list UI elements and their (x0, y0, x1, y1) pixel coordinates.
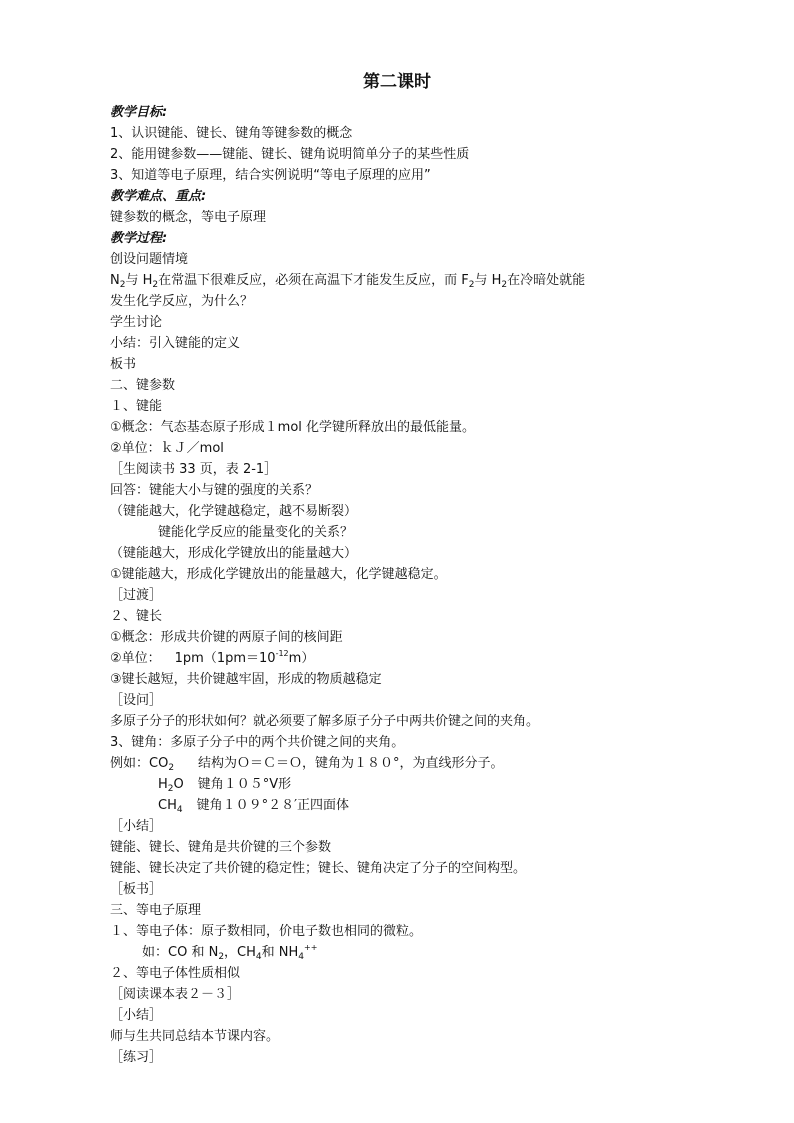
question-line: $N_2$与 $H_2$在常温下很难反应，必须在高温下才能发生反应，而 $F_2$与 $H_2$在冷暗处就能 (110, 273, 586, 290)
question-line-2: 发生化学反应，为什么？ (110, 294, 254, 309)
set-question-text: ［设问］ (110, 693, 163, 708)
unit-text: ②单位：ｋＪ／mol (110, 441, 224, 456)
section-heading: 二、键参数 (110, 378, 176, 393)
unit-text: ②单位： $1pm(1pm=10^{-12}m)$ (110, 649, 315, 666)
read-book-text: ［生阅读书 33 页，表 2-1］ (110, 462, 278, 477)
transition-text: ［过渡］ (110, 588, 163, 603)
summary-text: 键能、键长、键角是共价键的三个参数 (110, 840, 332, 855)
objective-item: 3、知道等电子原理，结合实例说明“等电子原理的应用” (110, 168, 431, 183)
process-heading: 教学过程: (110, 231, 168, 246)
multi-atom-text: 多原子分子的形状如何？就必须要了解多原子分子中两共价键之间的夹角。 (110, 714, 540, 729)
example-co2: 例如：$CO_2$ 结构为Ｏ＝Ｃ＝Ｏ，键角为１８０°，为直线形分子。 (110, 756, 504, 773)
section-heading: 三、等电子原理 (110, 903, 202, 918)
example-h2o: $H_2O$ 键角１０５°V形 (158, 777, 292, 794)
discuss-text: 学生讨论 (110, 315, 163, 330)
example-ch4: $CH_4$ 键角１０９°２８′正四面体 (158, 798, 350, 815)
summary-heading: ［小结］ (110, 1008, 163, 1023)
subsection-heading: 3、键角：多原子分子中的两个共价键之间的夹角。 (110, 735, 405, 750)
board-text: ［板书］ (110, 882, 163, 897)
answer-response: （键能越大，形成化学键放出的能量越大） (110, 546, 358, 561)
practice-text: ［练习］ (110, 1050, 163, 1065)
objectives-heading: 教学目标: (110, 105, 168, 120)
concept-text: ①概念：形成共价键的两原子间的核间距 (110, 630, 343, 645)
isoelectronic-example: 如：CO 和 $N_2$，$CH_4$和 $NH_4^{++}$ (142, 943, 318, 962)
page-title: 第二课时 (363, 72, 431, 92)
read-table-text: ［阅读课本表２－３］ (110, 987, 241, 1002)
answer-response: （键能越大，化学键越稳定，越不易断裂） (110, 504, 358, 519)
summary-text: 小结：引入键能的定义 (110, 336, 241, 351)
objective-item: 1、认识键能、键长、键角等键参数的概念 (110, 126, 353, 141)
answer-question: 键能化学反应的能量变化的关系？ (158, 525, 354, 540)
teacher-text: 师与生共同总结本节课内容。 (110, 1029, 280, 1044)
difficulty-text: 键参数的概念，等电子原理 (110, 210, 267, 225)
summary-heading: ［小结］ (110, 819, 163, 834)
isoelectronic-definition: １、等电子体：原子数相同，价电子数也相同的微粒。 (110, 924, 423, 939)
bond-length-text: ③键长越短，共价键越牢固，形成的物质越稳定 (110, 672, 382, 687)
answer-question: 回答：键能大小与键的强度的关系？ (110, 483, 319, 498)
isoelectronic-property: ２、等电子体性质相似 (110, 966, 241, 981)
scene-text: 创设问题情境 (110, 252, 189, 267)
concept-text: ①概念：气态基态原子形成１mol 化学键所释放出的最低能量。 (110, 420, 476, 435)
board-text: 板书 (110, 357, 137, 372)
objective-item: 2、能用键参数——键能、键长、键角说明简单分子的某些性质 (110, 147, 470, 162)
conclusion-text: ①键能越大，形成化学键放出的能量越大，化学键越稳定。 (110, 567, 447, 582)
difficulty-heading: 教学难点、重点: (110, 189, 207, 204)
subsection-heading: ２、键长 (110, 609, 163, 624)
summary-text: 键能、键长决定了共价键的稳定性；键长、键角决定了分子的空间构型。 (110, 861, 527, 876)
subsection-heading: １、键能 (110, 399, 163, 414)
